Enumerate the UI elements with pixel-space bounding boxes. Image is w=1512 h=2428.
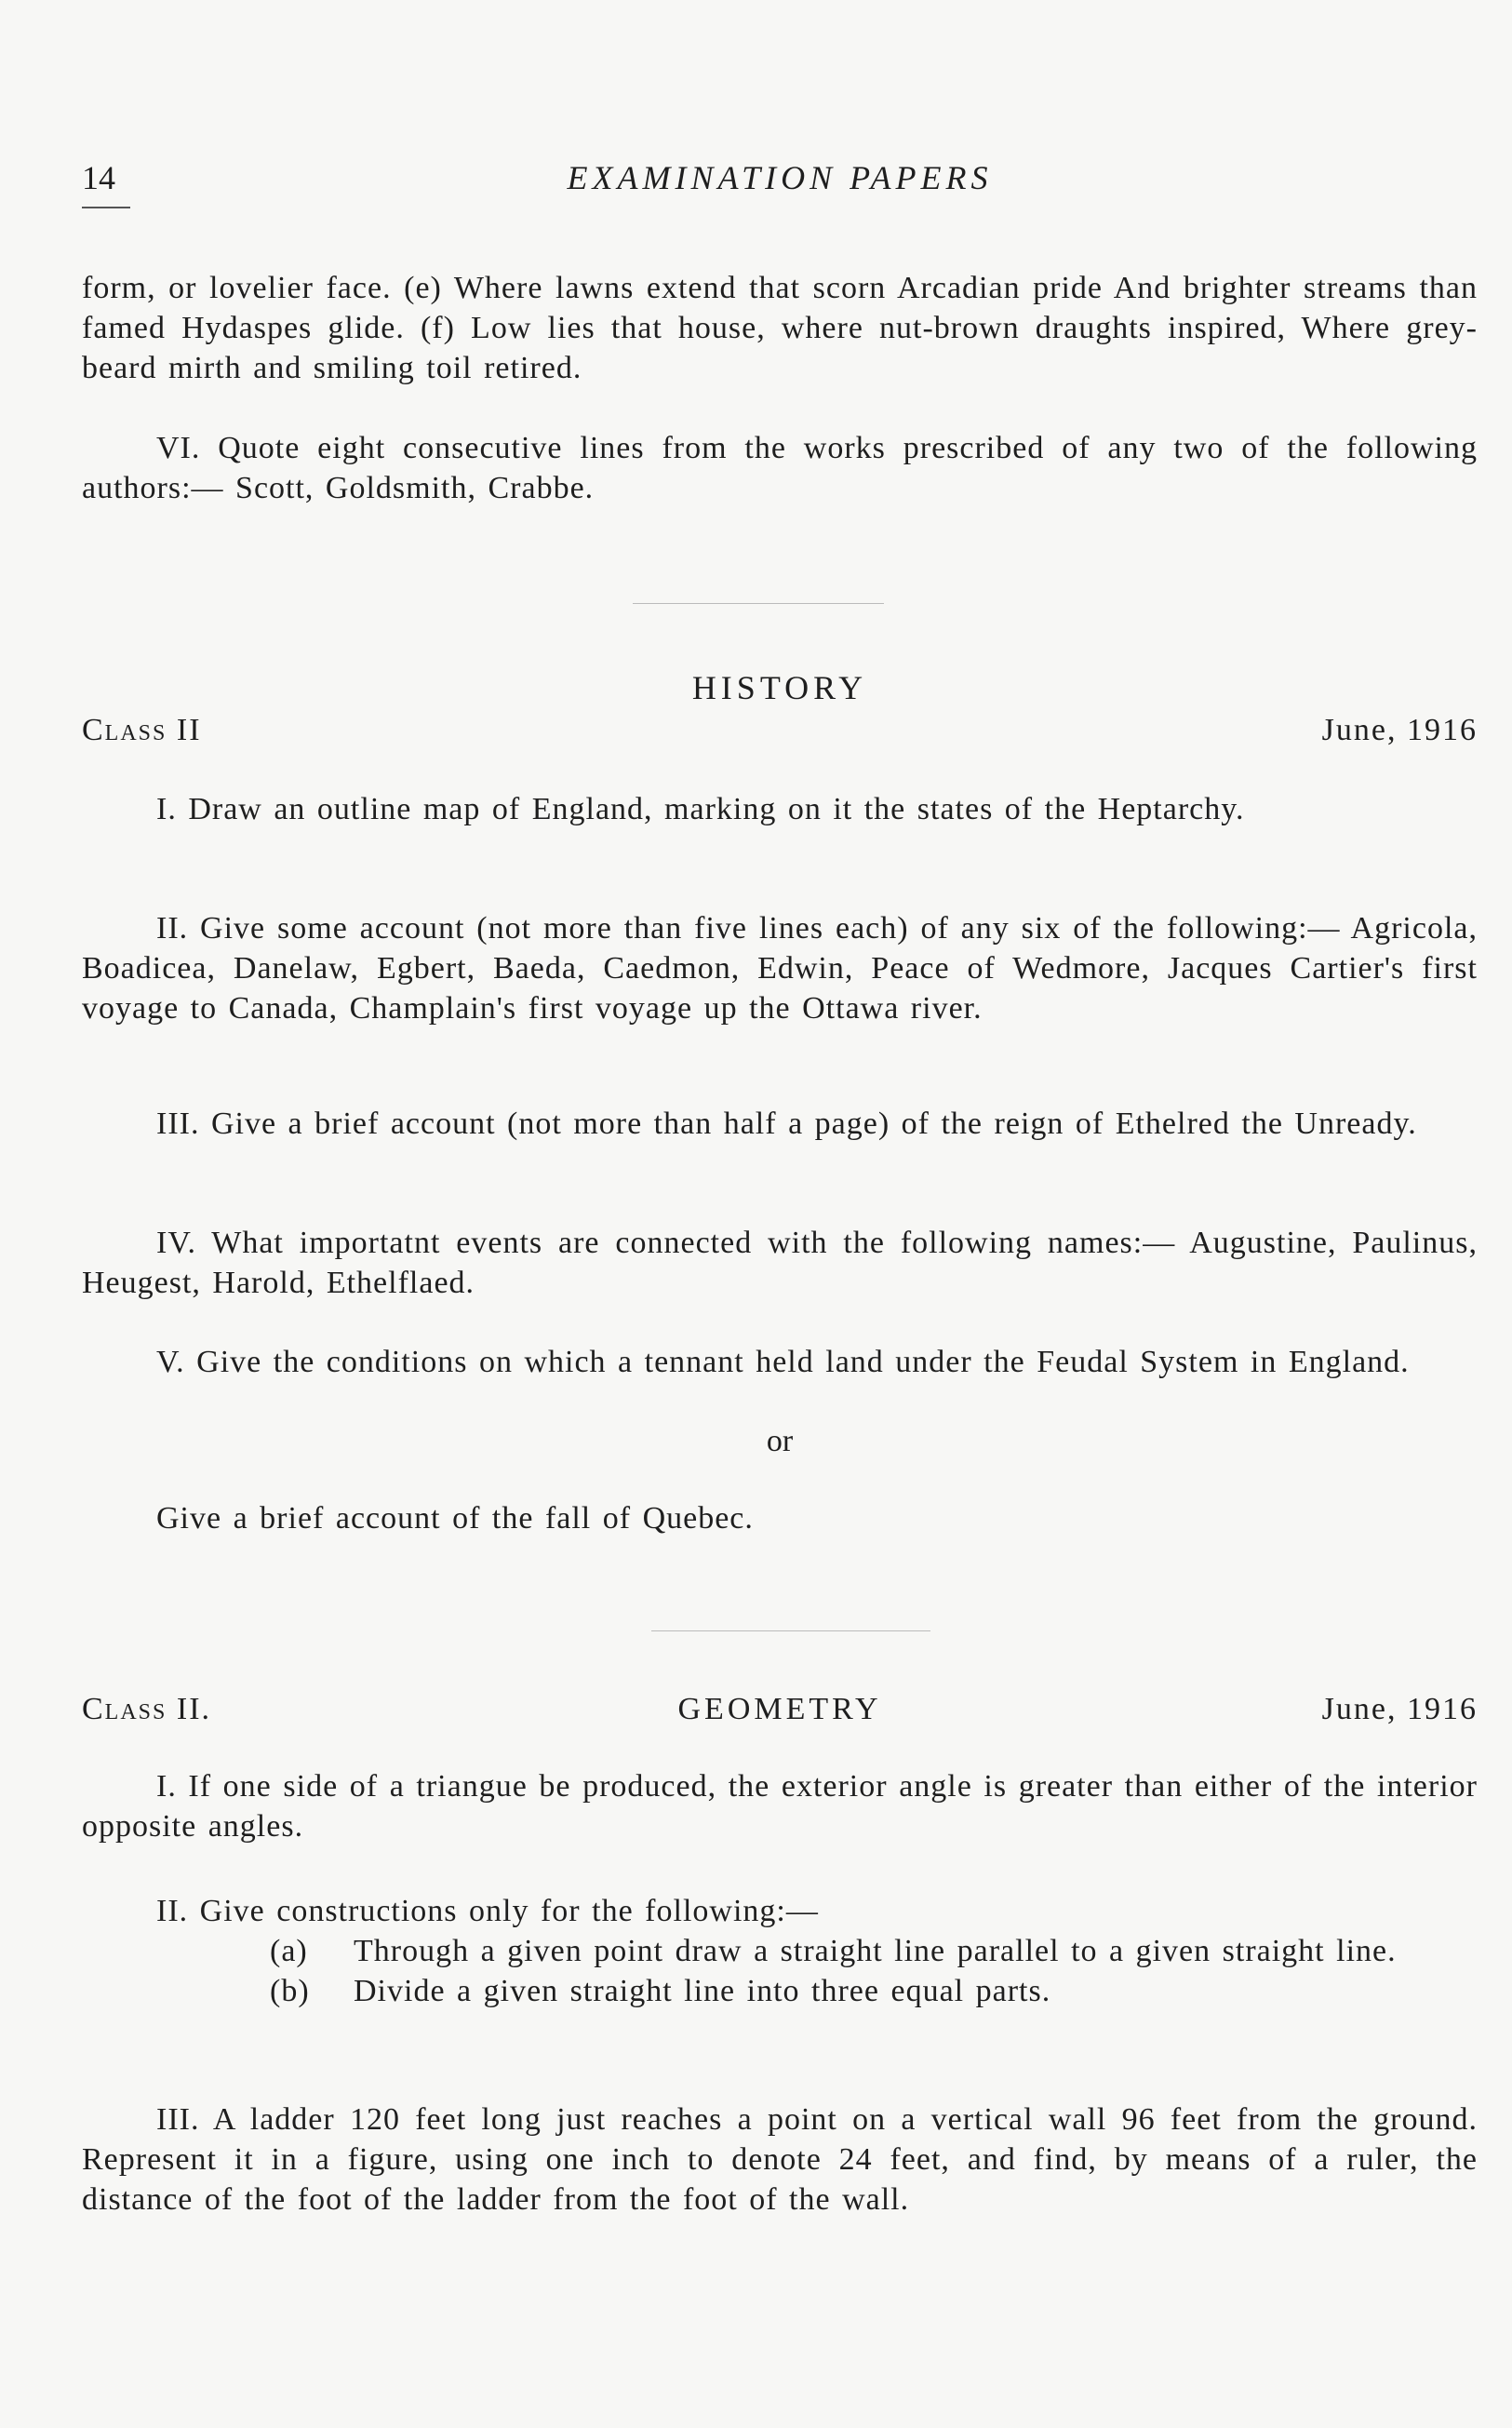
english-continuation: form, or lovelier face. (e) Where lawns extend that scorn Arcadian pride And brighter streams than famed Hydaspes glide. (f) Low lies that house, where nut-brown draughts inspired, Where grey-beard mirth and smiling toil retired. [82,271,1478,385]
geometry-question-3: III. A ladder 120 feet long just reaches a point on a vertical wall 96 feet from the ground. Represent it in a figure, using one inch to denote 24 feet, and find, by means of a ruler, the distance of the foot of the ladder from the foot of the wall. [82,2102,1478,2217]
english-question-6: VI. Quote eight consecutive lines from the works prescribed of any two of the following authors:— Scott, Goldsmith, Crabbe. [82,431,1478,505]
geometry-question-2-parts [270,1931,1479,2011]
history-heading: HISTORY [691,669,868,706]
page-number-rule [82,207,130,208]
list-item [270,1931,1479,1971]
history-class-label: Class II [82,713,202,747]
geometry-question-2: II. Give constructions only for the following:— [156,1894,819,1928]
item-label: (b) [270,1974,310,2008]
list-item [270,1971,1479,2011]
section-divider [633,603,884,604]
geometry-class-label: Class II. [82,1692,212,1726]
history-question-3: III. Give a brief account (not more than half a page) of the reign of Ethelred the Unready. [156,1107,1417,1141]
geometry-question-1: I. If one side of a triangue be produced, the exterior angle is greater than either of the interior opposite angles. [82,1769,1478,1844]
item-text: Divide a given straight line into three equal parts. [354,1974,1051,2008]
history-question-4: IV. What importatnt events are connected with the following names:— Augustine, Paulinus, Heugest, Harold, Ethelflaed. [82,1226,1478,1300]
page-title: EXAMINATION PAPERS [567,159,993,196]
geometry-heading-row [82,1692,1478,1735]
history-question-5: V. Give the conditions on which a tennant held land under the Feudal System in England. [156,1345,1410,1379]
section-divider [651,1630,930,1631]
history-question-1: I. Draw an outline map of England, marking on it the states of the Heptarchy. [156,792,1245,826]
geometry-date: June, 1916 [1321,1692,1478,1726]
history-question-2: II. Give some account (not more than five lines each) of any six of the following:— Agricola, Boadicea, Danelaw, Egbert, Baeda, Caedmon, Edwin, Peace of Wedmore, Jacques Cartier's first voyage to Canada, Champlain's first voyage up the Ottawa river. [82,911,1478,1026]
running-head [82,158,1478,205]
geometry-heading: GEOMETRY [677,1692,882,1726]
history-date: June, 1916 [1321,713,1478,747]
history-class-row [82,713,1478,756]
item-text: Through a given point draw a straight line parallel to a given straight line. [354,1934,1397,1968]
page-number: 14 [82,159,115,196]
item-label: (a) [270,1934,308,1968]
history-or: or [766,1424,794,1458]
history-question-5-alternative: Give a brief account of the fall of Quebec. [156,1501,754,1536]
